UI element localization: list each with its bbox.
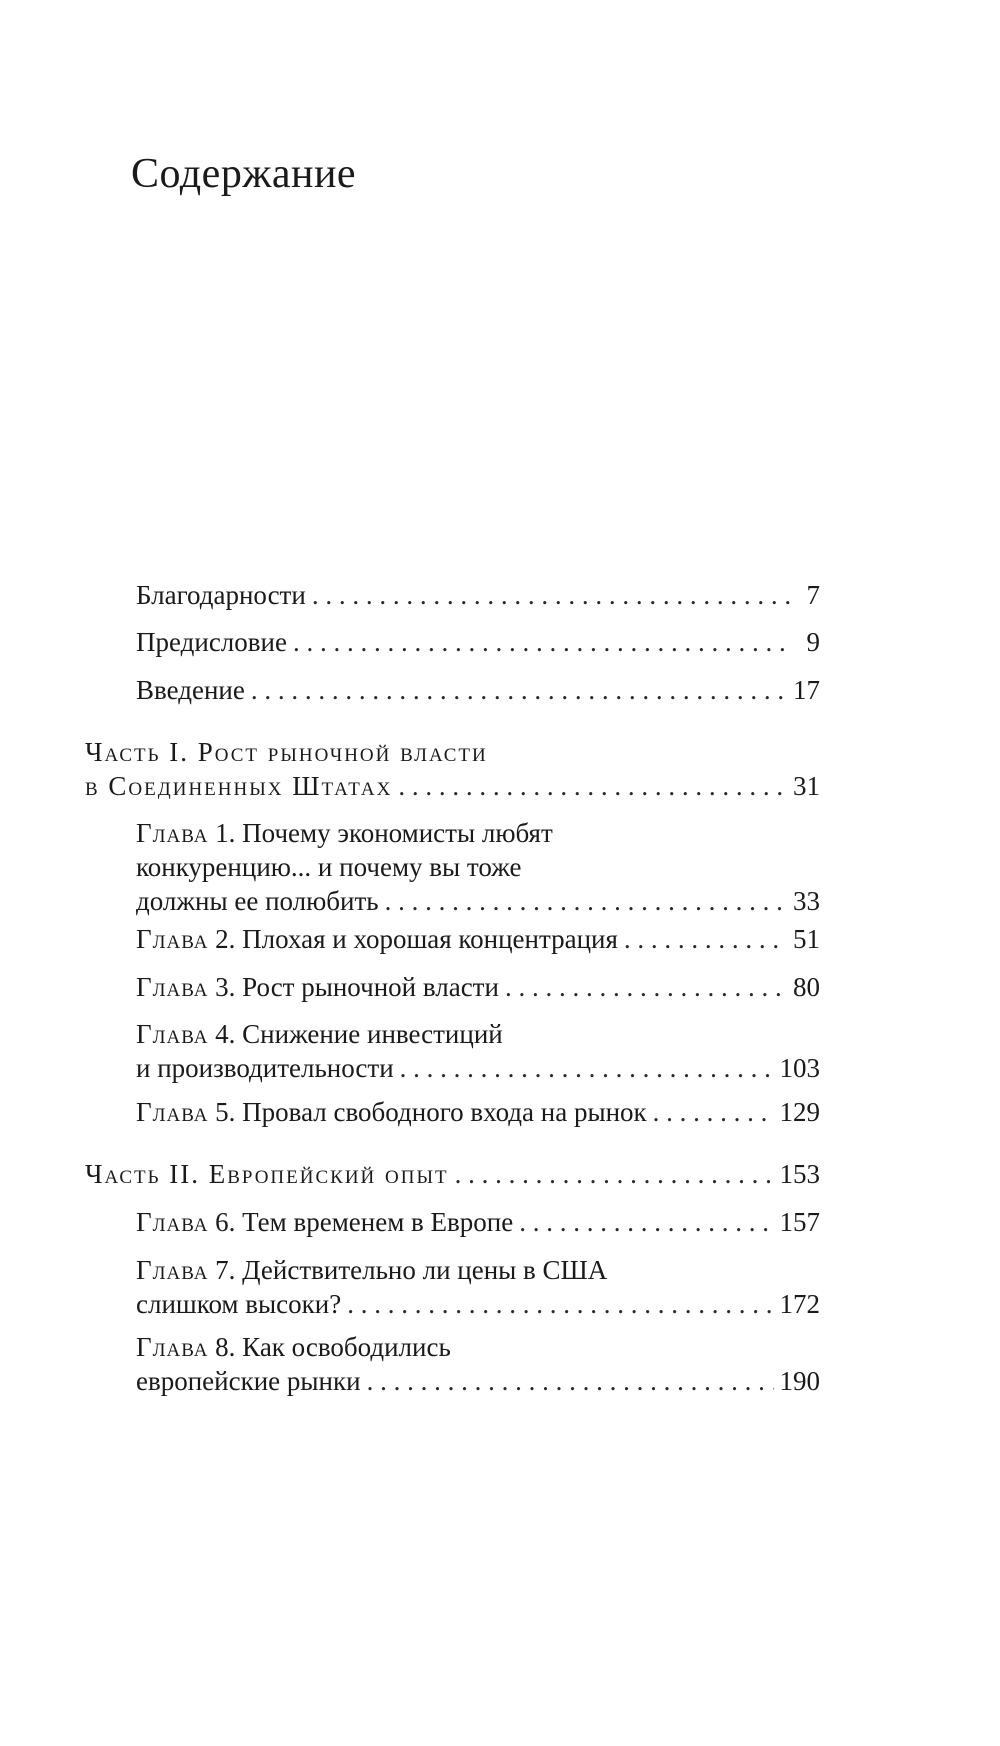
chapter-number: 3. xyxy=(215,972,236,1002)
chapter-number: 2. xyxy=(215,924,236,954)
leader-dots xyxy=(347,1287,773,1321)
chapter-number: 6. xyxy=(215,1207,236,1237)
toc-page-number: 31 xyxy=(793,771,820,801)
toc-entry-label: Благодарности xyxy=(136,580,306,610)
toc-page-number: 51 xyxy=(793,924,820,954)
leader-dots xyxy=(624,922,787,956)
toc-chapter-8[interactable] xyxy=(136,1330,820,1398)
chapter-title-line: должны ее полюбить xyxy=(136,886,379,916)
toc-chapter-7[interactable] xyxy=(136,1253,820,1321)
chapter-prefix: Глава xyxy=(136,972,209,1002)
chapter-title-line: слишком высоки? xyxy=(136,1289,342,1319)
chapter-prefix: Глава xyxy=(136,1019,209,1049)
toc-chapter-6[interactable] xyxy=(136,1205,820,1239)
toc-entry-label: Предисловие xyxy=(136,627,287,657)
leader-dots xyxy=(398,769,787,803)
leader-dots xyxy=(312,578,790,612)
chapter-number: 7. xyxy=(215,1255,236,1285)
toc-page-number: 7 xyxy=(806,580,820,610)
toc-entry-acknowledgements[interactable] xyxy=(136,578,820,612)
toc-page-number: 172 xyxy=(779,1289,820,1319)
chapter-number: 1. xyxy=(215,818,236,848)
toc-page-number: 9 xyxy=(806,627,820,657)
toc-page-number: 157 xyxy=(779,1207,820,1237)
chapter-title-line: конкуренцию... и почему вы тоже xyxy=(136,852,522,882)
toc-page-number: 80 xyxy=(793,972,820,1002)
chapter-title-line: Почему экономисты любят xyxy=(242,818,553,848)
toc-entry-preface[interactable] xyxy=(136,625,820,659)
part-title-line: Часть I. Рост рыночной власти xyxy=(85,737,488,767)
chapter-number: 5. xyxy=(215,1097,236,1127)
toc-entry-introduction[interactable] xyxy=(136,673,820,707)
toc-page-number: 190 xyxy=(779,1366,820,1396)
toc-chapter-1[interactable] xyxy=(136,816,820,918)
leader-dots xyxy=(251,673,787,707)
toc-chapter-5[interactable] xyxy=(136,1095,820,1129)
chapter-title-line: европейские рынки xyxy=(136,1366,361,1396)
toc-page-number: 103 xyxy=(779,1053,820,1083)
toc-page-number: 17 xyxy=(793,675,820,705)
chapter-title-line: и производительности xyxy=(136,1053,394,1083)
toc-page-number: 129 xyxy=(779,1097,820,1127)
toc-page-number: 153 xyxy=(779,1159,820,1189)
chapter-prefix: Глава xyxy=(136,1207,209,1237)
chapter-title-line: Как освободились xyxy=(242,1332,451,1362)
leader-dots xyxy=(519,1205,773,1239)
chapter-title-line: Плохая и хорошая концентрация xyxy=(242,924,618,954)
chapter-prefix: Глава xyxy=(136,1332,209,1362)
leader-dots xyxy=(455,1157,774,1191)
chapter-prefix: Глава xyxy=(136,924,209,954)
leader-dots xyxy=(293,625,790,659)
chapter-prefix: Глава xyxy=(136,1097,209,1127)
toc-chapter-4[interactable] xyxy=(136,1017,820,1085)
leader-dots xyxy=(653,1095,774,1129)
leader-dots xyxy=(367,1364,774,1398)
toc-chapter-2[interactable] xyxy=(136,922,820,956)
chapter-title-line: Тем временем в Европе xyxy=(242,1207,514,1237)
toc-entry-label: Введение xyxy=(136,675,245,705)
chapter-prefix: Глава xyxy=(136,1255,209,1285)
part-title-line: в Соединенных Штатах xyxy=(85,771,393,801)
chapter-title-line: Провал свободного входа на рынок xyxy=(242,1097,647,1127)
toc-chapter-3[interactable] xyxy=(136,970,820,1004)
leader-dots xyxy=(400,1051,774,1085)
toc-part-1[interactable] xyxy=(85,735,820,803)
part-title-line: Часть II. Европейский опыт xyxy=(85,1159,449,1189)
chapter-title-line: Действительно ли цены в США xyxy=(242,1255,608,1285)
page-title: Содержание xyxy=(131,151,357,197)
toc-page-number: 33 xyxy=(793,886,820,916)
leader-dots xyxy=(385,884,787,918)
toc-part-2[interactable] xyxy=(85,1157,820,1191)
chapter-number: 8. xyxy=(215,1332,236,1362)
chapter-title-line: Снижение инвестиций xyxy=(242,1019,503,1049)
chapter-title-line: Рост рыночной власти xyxy=(242,972,499,1002)
leader-dots xyxy=(505,970,787,1004)
chapter-number: 4. xyxy=(215,1019,236,1049)
chapter-prefix: Глава xyxy=(136,818,209,848)
